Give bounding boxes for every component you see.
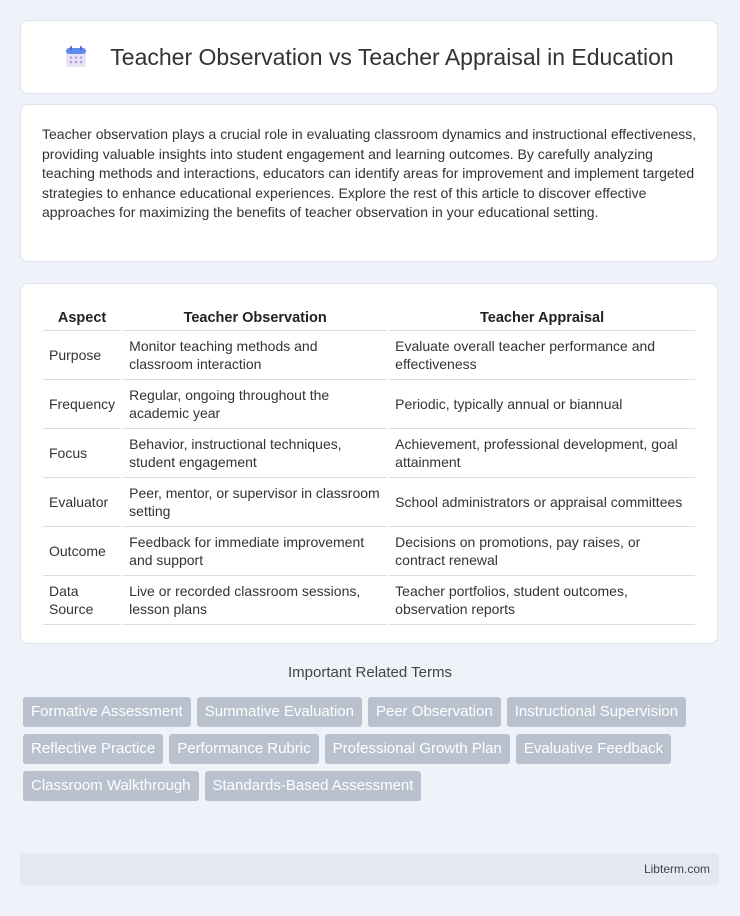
table-cell: Regular, ongoing throughout the academic year [123,380,387,429]
intro-text: Teacher observation plays a crucial role in evaluating classroom dynamics and instructional effectiveness, providing valuable insights into student engagement and learning outcomes. By carefully analyzing teaching methods and interactions, educators can identify areas for improvement and implement targeted strategies to enhance educational experiences. Explore the rest of this article to discover effective approaches for maximizing the benefits of teacher observation in your educational setting. [42,126,697,220]
column-header: Aspect [43,302,121,331]
table-cell: Monitor teaching methods and classroom interaction [123,331,387,380]
related-term-tag[interactable]: Reflective Practice [23,734,163,764]
table-row [43,478,695,527]
table-cell: Evaluator [43,478,121,527]
table-row [43,380,695,429]
calendar-icon [64,45,88,69]
footer-site-link[interactable]: Libterm.com [643,862,710,876]
related-term-tag[interactable]: Evaluative Feedback [516,734,671,764]
table-cell: Outcome [43,527,121,576]
related-term-tag[interactable]: Performance Rubric [169,734,318,764]
table-row [43,527,695,576]
table-cell: Live or recorded classroom sessions, lesson plans [123,576,387,625]
related-term-tag[interactable]: Classroom Walkthrough [23,771,199,801]
related-term-tag[interactable]: Standards-Based Assessment [205,771,422,801]
table-cell: Behavior, instructional techniques, student engagement [123,429,387,478]
table-cell: Frequency [43,380,121,429]
table-row [43,429,695,478]
comparison-table-card [20,283,718,644]
table-header-row [43,302,695,331]
page-title: Teacher Observation vs Teacher Appraisal in Education [110,43,674,70]
table-cell: School administrators or appraisal committees [389,478,695,527]
table-cell: Periodic, typically annual or biannual [389,380,695,429]
table-row [43,331,695,380]
related-terms-title: Important Related Terms [288,664,452,681]
table-cell: Evaluate overall teacher performance and effectiveness [389,331,695,380]
column-header: Teacher Appraisal [389,302,695,331]
table-cell: Teacher portfolios, student outcomes, observation reports [389,576,695,625]
related-terms-list [23,697,723,808]
table-cell: Purpose [43,331,121,380]
table-cell: Data Source [43,576,121,625]
header-card [20,20,718,94]
intro-card [20,104,718,262]
related-term-tag[interactable]: Formative Assessment [23,697,191,727]
table-cell: Achievement, professional development, goal attainment [389,429,695,478]
related-term-tag[interactable]: Peer Observation [368,697,501,727]
table-cell: Focus [43,429,121,478]
related-term-tag[interactable]: Summative Evaluation [197,697,362,727]
comparison-table [41,302,697,625]
table-cell: Decisions on promotions, pay raises, or contract renewal [389,527,695,576]
table-row [43,576,695,625]
related-term-tag[interactable]: Instructional Supervision [507,697,686,727]
table-cell: Feedback for immediate improvement and support [123,527,387,576]
related-term-tag[interactable]: Professional Growth Plan [325,734,510,764]
footer [20,853,719,885]
table-cell: Peer, mentor, or supervisor in classroom setting [123,478,387,527]
column-header: Teacher Observation [123,302,387,331]
